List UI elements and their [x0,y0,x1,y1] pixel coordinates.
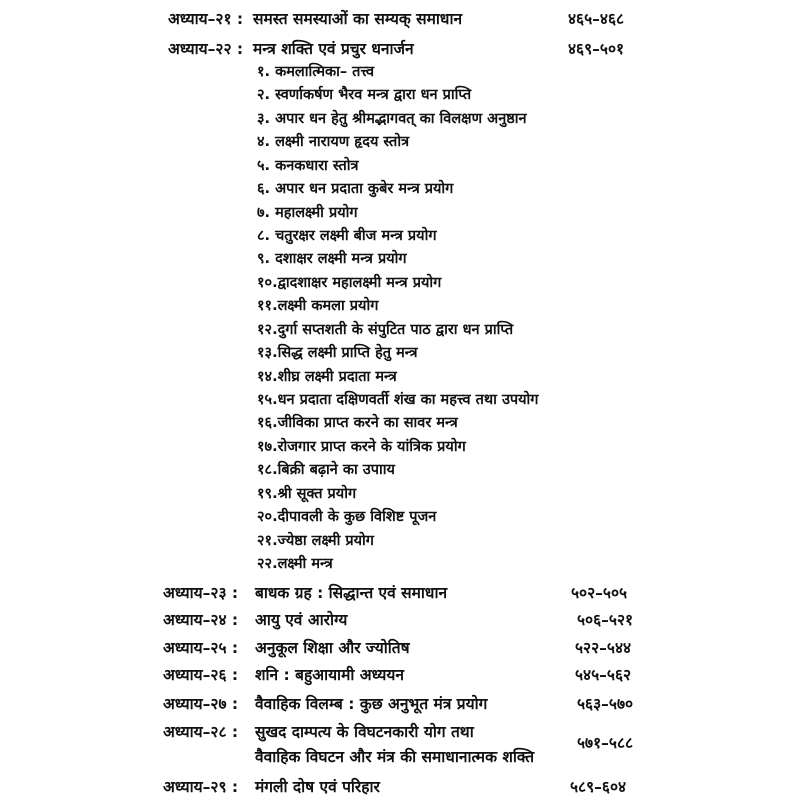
chapter-29 [0,777,799,797]
chapter-27 [0,694,799,714]
section-item: १६.जीविका प्राप्त करने का सावर मन्त्र [257,415,458,431]
chapter-title: बाधक ग्रह : सिद्धान्त एवं समाधान [255,584,448,602]
chapter-title: अनुकूल शिक्षा और ज्योतिष [255,639,410,657]
section-item: १५.धन प्रदाता दक्षिणवर्ती शंख का महत्त्व तथा उपयोग [257,392,539,408]
chapter-pages: ५०६–५२१ [577,611,634,629]
chapter-label: अध्याय–२९ : [163,778,239,796]
chapter-23 [0,583,799,603]
section-item: ७. महालक्ष्मी प्रयोग [257,205,358,221]
chapter-label: अध्याय–२१ : [168,10,244,28]
chapter-pages: ५८९–६०४ [570,778,627,796]
chapter-25 [0,638,799,658]
section-item: १४.शीघ्र लक्ष्मी प्रदाता मन्त्र [257,369,397,385]
section-item: ४. लक्ष्मी नारायण हृदय स्तोत्र [257,134,410,150]
chapter-pages: ५०२–५०५ [571,584,628,602]
chapter-title: आयु एवं आरोग्य [255,611,348,629]
section-item: १८.बिक्री बढ़ाने का उपााय [257,462,395,478]
section-item: १३.सिद्ध लक्ष्मी प्राप्ति हेतु मन्त्र [257,345,418,361]
chapter-pages: ४६९–५०१ [568,40,625,58]
chapter-label: अध्याय–२७ : [163,695,239,713]
chapter-label: अध्याय–२२ : [168,40,244,58]
section-item: १. कमलात्मिका– तत्त्व [257,64,375,80]
section-item: १७.रोजगार प्राप्त करने के यांत्रिक प्रयोग [257,439,466,455]
chapter-label: अध्याय–२६ : [163,666,239,684]
chapter-title: शनि : बहुआयामी अध्ययन [255,666,405,684]
chapter-title-line-2: वैवाहिक विघटन और मंत्र की समाधानात्मक शक्ति [255,748,535,766]
section-item: २. स्वर्णाकर्षण भैरव मन्त्र द्वारा धन प्राप्ति [257,87,472,103]
section-item: १९.श्री सूक्त प्रयोग [257,486,357,502]
chapter-26 [0,665,799,685]
chapter-label: अध्याय–२५ : [163,639,239,657]
section-item: ६. अपार धन प्रदाता कुबेर मन्त्र प्रयोग [257,181,454,197]
section-item: ९. दशाक्षर लक्ष्मी मन्त्र प्रयोग [257,251,407,267]
chapter-pages: ५२२–५४४ [575,639,632,657]
section-item: ३. अपार धन हेतु श्रीमद्भागवत् का विलक्षण अनुष्ठान [257,111,527,127]
chapter-title: समस्त समस्याओं का सम्यक् समाधान [253,10,463,28]
chapter-pages: ५७१–५८८ [577,734,634,752]
section-item: २१.ज्येष्ठा लक्ष्मी प्रयोग [257,533,374,549]
chapter-pages: ५६३–५७० [577,695,634,713]
section-item: ११.लक्ष्मी कमला प्रयोग [257,298,379,314]
chapter-28 [0,722,799,767]
chapter-title: मन्त्र शक्ति एवं प्रचुर धनार्जन [253,40,414,58]
section-item: २०.दीपावली के कुछ विशिष्ट पूजन [257,509,437,525]
section-item: ८. चतुरक्षर लक्ष्मी बीज मन्त्र प्रयोग [257,228,437,244]
chapter-label: अध्याय–२३ : [163,584,239,602]
chapter-title: मंगली दोष एवं परिहार [255,778,380,796]
chapter-pages: ५४५–५६२ [575,666,632,684]
chapter-24 [0,610,799,630]
section-item: ५. कनकधारा स्तोत्र [257,158,359,174]
chapter-pages: ४६५–४६८ [568,10,625,28]
section-item: १२.दुर्गा सप्तशती के संपुटित पाठ द्वारा धन प्राप्ति [257,322,514,338]
section-item: २२.लक्ष्मी मन्त्र [257,556,333,572]
chapter-label: अध्याय–२८ : [163,723,239,741]
chapter-title: वैवाहिक विलम्ब : कुछ अनुभूत मंत्र प्रयोग [255,695,488,713]
chapter-label: अध्याय–२४ : [163,611,239,629]
section-item: १०.द्वादशाक्षर महालक्ष्मी मन्त्र प्रयोग [257,275,442,291]
chapter-title: सुखद दाम्पत्य के विघटनकारी योग तथा [255,723,474,741]
